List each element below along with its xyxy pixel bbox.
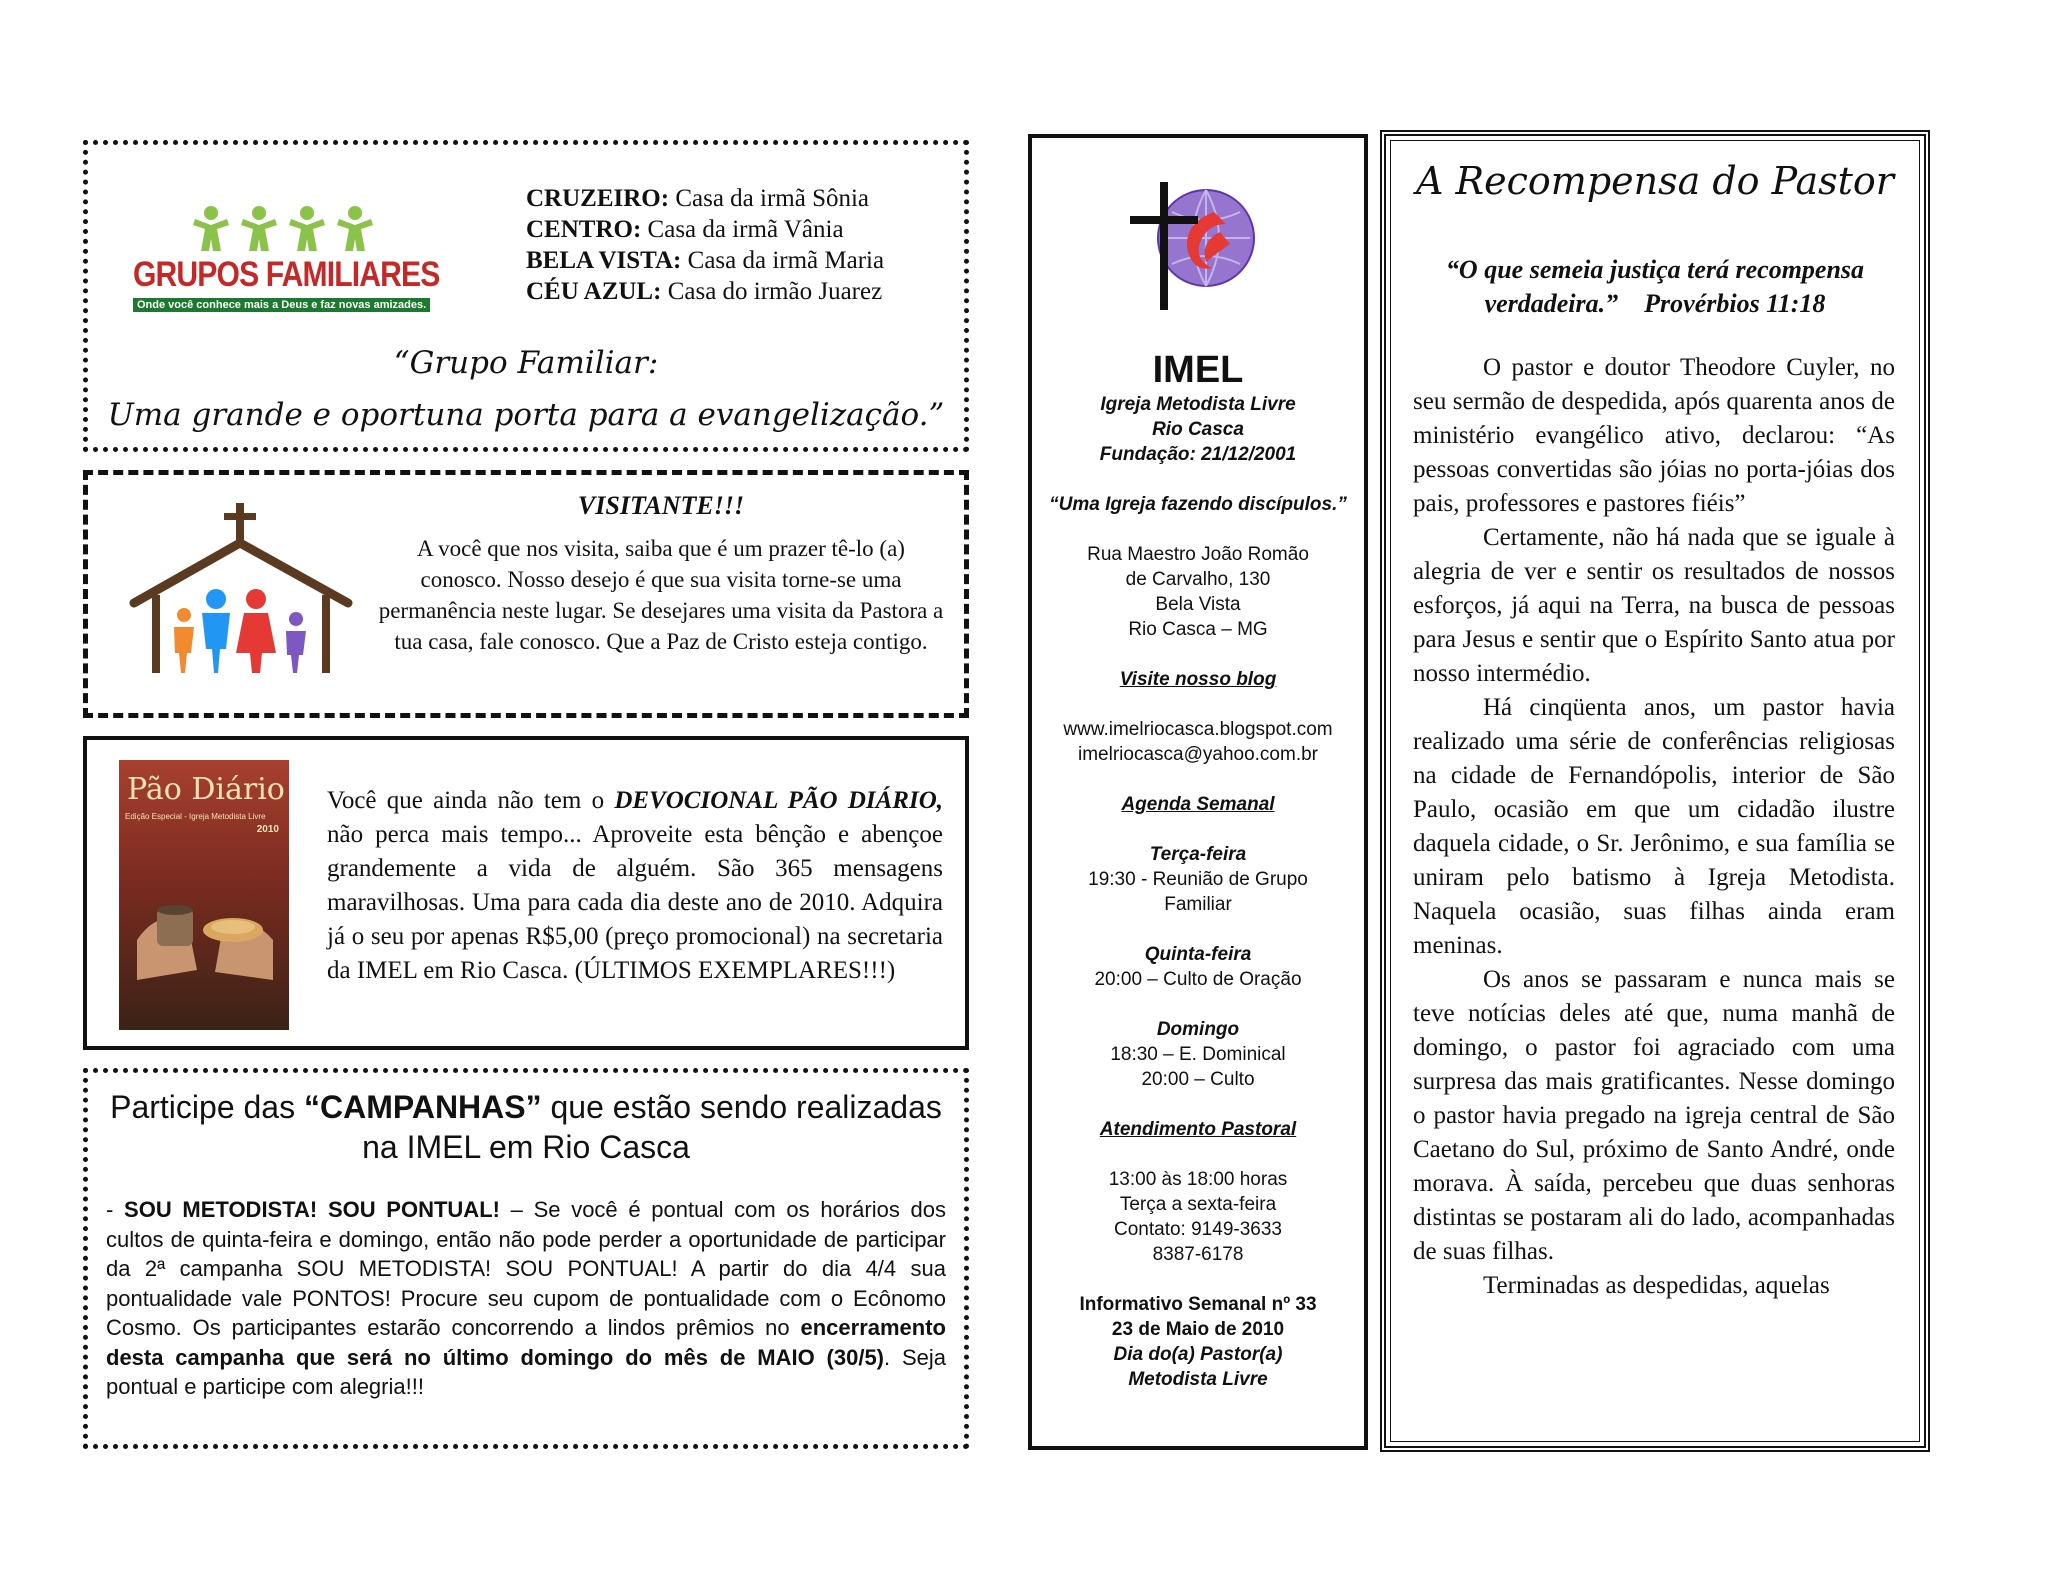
agenda-item: 19:30 - Reunião de Grupo Familiar (1088, 869, 1308, 915)
person-icon (335, 205, 375, 253)
church-family-icon (126, 503, 356, 683)
location-item: CÉU AZUL: Casa do irmão Juarez (526, 278, 883, 305)
atendimento-heading: Atendimento Pastoral (1099, 1119, 1297, 1140)
agenda-day: Domingo (1156, 1019, 1240, 1040)
imel-motto: “Uma Igreja fazendo discípulos.” (1049, 494, 1347, 515)
grupos-familiares-box (83, 140, 969, 452)
agenda-day: Terça-feira (1149, 844, 1247, 865)
imel-foundation: Fundação: 21/12/2001 (1099, 444, 1297, 465)
cover-year: 2010 (256, 824, 279, 835)
address-line: de Carvalho, 130 (1125, 569, 1271, 590)
atendimento-line: 8387-6178 (1152, 1244, 1244, 1265)
cover-subtitle: Edição Especial - Igreja Metodista Livre (125, 812, 266, 821)
sermon-body (1413, 351, 1895, 1303)
cover-title: Pão Diário (127, 772, 285, 807)
campanhas-title: Participe das “CAMPANHAS” que estão sendo realizadas na IMEL em Rio Casca (110, 1089, 942, 1165)
imel-details (1038, 348, 1358, 1392)
pao-diario-cover (119, 760, 289, 1030)
sermon-paragraph: Há cinqüenta anos, um pastor havia realizado uma série de conferências religiosas na cidade de Fernandópolis, interior de São Paulo, ocasião em que um cidadão ilustre daquela cidade, o Sr. Jerônimo, e sua família se uniram pelo batismo à Igreja Metodista. Naquela ocasião, suas filhas ainda eram meninas. (1413, 694, 1895, 959)
person-icon (239, 205, 279, 253)
sermon-inner-frame (1390, 140, 1920, 1442)
atendimento-line: 13:00 às 18:00 horas (1108, 1169, 1288, 1190)
sermon-paragraph: Os anos se passaram e nunca mais se teve notícias deles até que, numa manhã de domingo, o pastor foi agraciado com uma surpresa das mais gratificantes. Nesse domingo o pastor havia pregado na igreja central de São Caetano do Sul, próximo de Santo André, onde morava. À saída, percebeu que duas senhoras distintas se postaram ali do lado, acompanhadas de suas filhas. (1413, 966, 1895, 1265)
sermon-title: A Recompensa do Pastor (1416, 159, 1894, 203)
sermon-paragraph: Certamente, não há nada que se iguale à alegria de ver e sentir os resultados de nossos esforços, já aqui na Terra, na busca de pessoas para Jesus e sentir que o Espírito Santo atua por nosso intermédio. (1413, 524, 1895, 687)
blog-url[interactable]: www.imelriocasca.blogspot.com (1063, 719, 1333, 740)
location-item: CENTRO: Casa da irmã Vânia (526, 216, 844, 243)
info-line: Dia do(a) Pastor(a) (1113, 1344, 1283, 1365)
person-icon (191, 205, 231, 253)
pao-diario-text: Você que ainda não tem o DEVOCIONAL PÃO DIÁRIO, não perca mais tempo... Aproveite esta bênção e abençoe grandemente a vida de alguém. São 365 mensagens maravilhosas. Uma para cada dia deste ano de 2010. Adquira já o seu por apenas R$5,00 (preço promocional) na secretaria da IMEL em Rio Casca. (ÚLTIMOS EXEMPLARES!!!) (327, 787, 943, 984)
pao-diario-box (83, 736, 969, 1050)
info-line: Metodista Livre (1128, 1369, 1268, 1390)
location-item: BELA VISTA: Casa da irmã Maria (526, 247, 885, 274)
visitante-title: VISITANTE!!! (577, 491, 745, 520)
bread-cup-icon (137, 880, 273, 980)
verse-reference: Provérbios 11:18 (1644, 289, 1826, 318)
visitante-text: A você que nos visita, saiba que é um prazer tê-lo (a) conosco. Nosso desejo é que sua visita torne-se uma permanência neste lugar. Se desejares uma visita da Pastora a tua casa, fale conosco. Que a Paz de Cristo esteja contigo. (378, 536, 944, 654)
logo-tagline: Onde você conhece mais a Deus e faz novas amizades. (133, 298, 430, 312)
logo-title: GRUPOS FAMILIARES (133, 255, 440, 294)
sermon-box (1380, 130, 1930, 1452)
person-icon (287, 205, 327, 253)
atendimento-line: Terça a sexta-feira (1119, 1194, 1277, 1215)
grupo-familiar-quote: “Grupo Familiar: Uma grande e oportuna porta para a evangelização.” (107, 345, 945, 433)
agenda-day: Quinta-feira (1144, 944, 1252, 965)
address-line: Rio Casca – MG (1128, 619, 1268, 640)
atendimento-line: Contato: 9149-3633 (1114, 1219, 1282, 1240)
email-address[interactable]: imelriocasca@yahoo.com.br (1078, 744, 1318, 765)
sermon-paragraph: O pastor e doutor Theodore Cuyler, no seu sermão de despedida, após quarenta anos de ministério evangélico ativo, declarou: “As pessoas convertidas são jóias no porta-jóias dos pais, professores e pastores fiéis” (1413, 354, 1895, 517)
info-line: 23 de Maio de 2010 (1111, 1319, 1285, 1340)
agenda-item: 20:00 – Culto de Oração (1094, 969, 1302, 990)
visitante-box (83, 470, 969, 718)
agenda-item: 18:30 – E. Dominical (1110, 1044, 1286, 1065)
agenda-heading: Agenda Semanal (1121, 794, 1275, 815)
sermon-paragraph: Terminadas as despedidas, aquelas (1483, 1272, 1830, 1299)
imel-info-column (1028, 134, 1368, 1450)
campanhas-text: - SOU METODISTA! SOU PONTUAL! – Se você é pontual com os horários dos cultos de quinta-feira e domingo, então não pode perder a oportunidade de participar da 2ª campanha SOU METODISTA! SOU PONTUAL! A partir do dia 4/4 sua pontualidade vale PONTOS! Procure seu cupom de pontualidade com o Ecônomo Cosmo. Os participantes estarão concorrendo a lindos prêmios no encerramento desta campanha que será no último domingo do mês de MAIO (30/5). Seja pontual e participe com alegria!!! (106, 1197, 946, 1399)
address-line: Bela Vista (1155, 594, 1241, 615)
blog-heading: Visite nosso blog (1119, 669, 1277, 690)
imel-name: IMEL (1152, 349, 1244, 391)
sermon-verse: “O que semeia justiça terá recompensa verdadeira.” Provérbios 11:18 (1445, 255, 1865, 318)
address-line: Rua Maestro João Romão (1087, 544, 1309, 565)
campanhas-box (83, 1068, 969, 1449)
grupos-familiares-logo (133, 205, 478, 320)
info-line: Informativo Semanal nº 33 (1079, 1294, 1317, 1315)
church-logo-icon (1122, 172, 1262, 317)
imel-full-name: Igreja Metodista Livre (1100, 394, 1296, 415)
agenda-item: 20:00 – Culto (1141, 1069, 1255, 1090)
imel-city: Rio Casca (1152, 419, 1244, 440)
location-list (526, 183, 884, 307)
location-item: CRUZEIRO: Casa da irmã Sônia (526, 185, 870, 212)
